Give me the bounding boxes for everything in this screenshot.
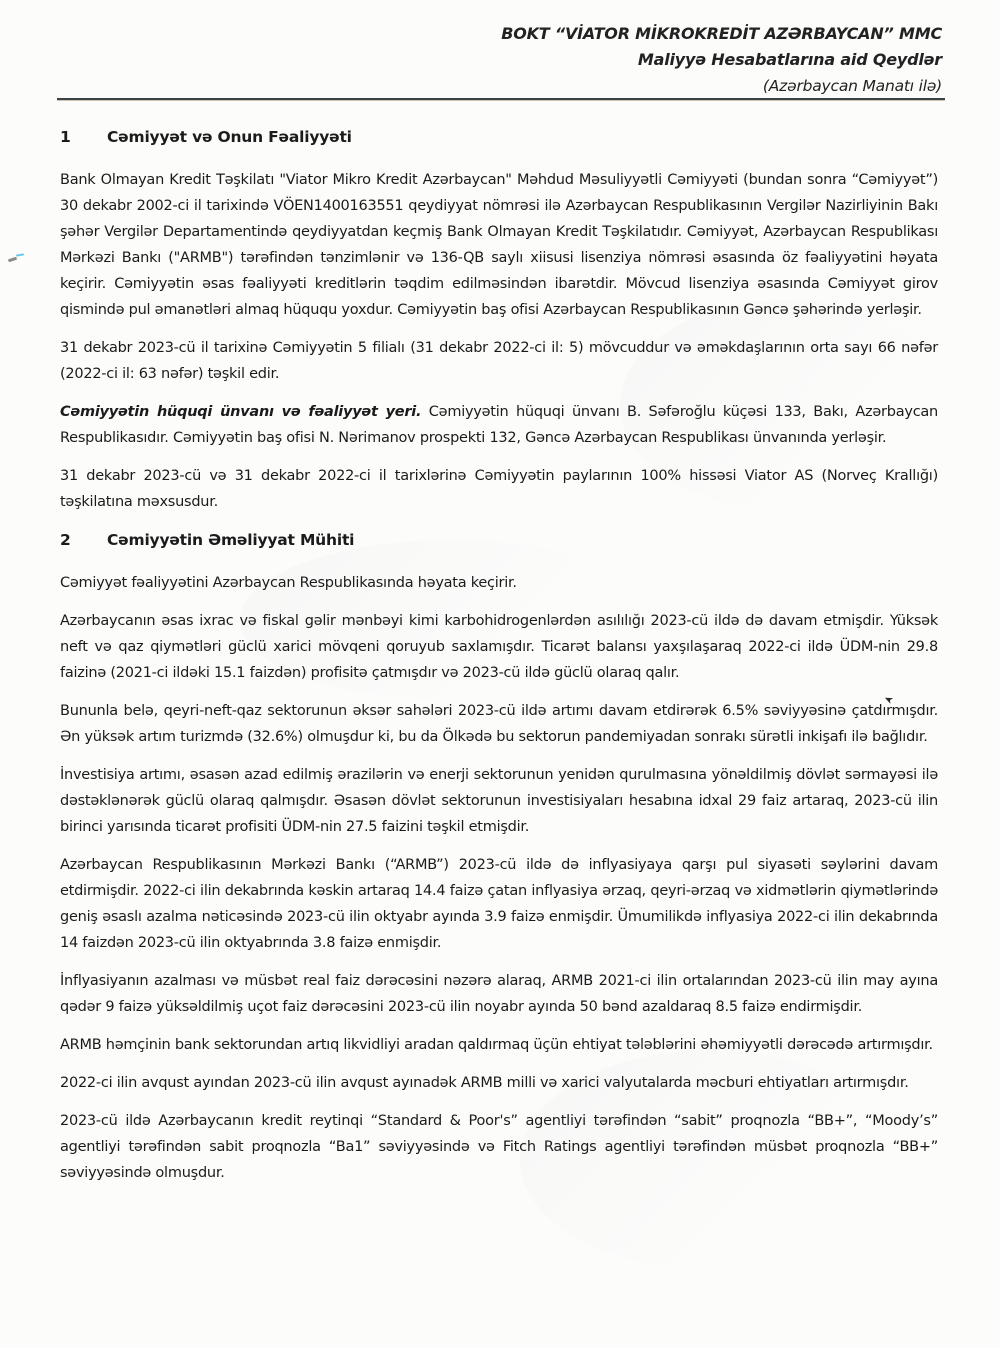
paragraph-operating-country: Cəmiyyət fəaliyyətini Azərbaycan Respublikasında həyata keçirir.: [60, 575, 517, 591]
section-1-heading: [60, 124, 938, 150]
paragraph-inflation-policy: Azərbaycan Respublikasının Mərkəzi Bankı (“ARMB”) 2023-cü ildə də inflyasiyaya qarşı pul siyasəti səylərini davam etdirmişdir. 2022-ci ilin dekabrında kəskin artaraq 14.4 faizə çatan inflyasiya ərzaq, qeyri-ərzaq və xidmətlərin qiymətlərində geniş əsaslı azalma nəticəsində 2023-cü ilin oktyabr ayında 3.9 faizə enmişdir. Ümumilikdə inflyasiya 2022-ci ilin dekabrında 14 faizdən 2023-cü ilin oktyabrında 3.8 faizə enmişdir.: [60, 857, 938, 951]
paragraph-mandatory-reserves: 2022-ci ilin avqust ayından 2023-cü ilin avqust ayınadək ARMB milli və xarici valyutalarda məcburi ehtiyatları artırmışdır.: [60, 1075, 909, 1091]
currency-note: (Azərbaycan Manatı ilə): [762, 77, 942, 95]
pen-mark-artifact: [8, 254, 24, 262]
legal-address-rest: Cəmiyyətin hüquqi ünvanı B. Səfəroğlu küçəsi 133, Bakı, Azərbaycan Respublikasıdır. Cəmiyyətin baş ofisi N. Nərimanov prospekti 132, Gəncə Azərbaycan Respublikası ünvanında yerləşir.: [60, 404, 938, 446]
section-2-number: 2: [60, 531, 71, 549]
section-2-heading: [60, 527, 938, 553]
section-1-title: Cəmiyyət və Onun Fəaliyyəti: [107, 128, 352, 146]
section-1-number: 1: [60, 128, 71, 146]
document-body: [60, 116, 938, 1198]
paragraph-hydrocarbons: Azərbaycanın əsas ixrac və fiskal gəlir mənbəyi kimi karbohidrogenlərdən asılılığı 2023-cü ildə də davam etmişdir. Yüksək neft və qaz qiymətləri güclü xarici mövqeni qoruyub saxlamışdır. Ticarət balansı yaxşılaşaraq 2022-ci ildə ÜDM-nin 29.8 faizinə (2021-ci ildəki 15.1 faizdən) profisitə çatmışdır və 2023-cü ildə güclü olaraq qalır.: [60, 613, 938, 681]
section-2-title: Cəmiyyətin Əməliyyat Mühiti: [107, 531, 355, 549]
document-header: [501, 21, 942, 99]
legal-address-lead: Cəmiyyətin hüquqi ünvanı və fəaliyyət yeri.: [60, 404, 422, 420]
company-name: BOKT “VİATOR MİKROKREDİT AZƏRBAYCAN” MMC: [501, 24, 942, 43]
paragraph-credit-rating: 2023-cü ildə Azərbaycanın kredit reytinqi “Standard & Poor's” agentliyi tərəfindən “sabit” proqnozla “BB+”, “Moody’s” agentliyi tərəfindən sabit proqnozla “Ba1” səviyyəsində və Fitch Ratings agentliyi tərəfindən müsbət proqnozla “BB+” səviyyəsində olmuşdur.: [60, 1113, 938, 1181]
paragraph-branches-staff: 31 dekabr 2023-cü il tarixinə Cəmiyyətin 5 filialı (31 dekabr 2022-ci il: 5) mövcuddur və əməkdaşlarının orta sayı 66 nəfər (2022-ci il: 63 nəfər) təşkil edir.: [60, 340, 938, 382]
document-subtitle: Maliyyə Hesabatlarına aid Qeydlər: [637, 50, 942, 69]
paragraph-investment-growth: İnvestisiya artımı, əsasən azad edilmiş ərazilərin və enerji sektorunun yenidən qurulmasına yönəldilmiş dövlət sərmayəsi ilə dəstəklənərək güclü olaraq qalmışdır. Əsasən dövlət sektorunun investisiyaları hesabına idxal 29 faiz artaraq, 2023-cü ilin birinci yarısında ticarət profisiti ÜDM-nin 27.5 faizini təşkil etmişdir.: [60, 767, 938, 835]
paragraph-interest-rate: İnflyasiyanın azalması və müsbət real faiz dərəcəsini nəzərə alaraq, ARMB 2021-ci ilin ortalarından 2023-cü ilin may ayına qədər 9 faizə yüksəldilmiş uçot faiz dərəcəsini 2023-cü ilin noyabr ayında 50 bənd azaldaraq 8.5 faizə endirmişdir.: [60, 973, 938, 1015]
header-divider: [57, 98, 945, 100]
paragraph-company-registration: Bank Olmayan Kredit Təşkilatı "Viator Mikro Kredit Azərbaycan" Məhdud Məsuliyyətli Cəmiyyəti (bundan sonra “Cəmiyyət”) 30 dekabr 2002-ci il tarixində VÖEN1400163551 qeydiyyat nömrəsi ilə Azərbaycan Respublikasının Vergilər Nazirliyinin Bakı şəhər Vergilər Departamentində qeydiyyatdan keçmiş Bank Olmayan Kredit Təşkilatıdır. Cəmiyyət, Azərbaycan Respublikası Mərkəzi Bankı ("ARMB") tərəfindən tənzimlənir və 136-QB saylı xiisusi lisenziya nömrəsi əsasında öz fəaliyyətini həyata keçirir. Cəmiyyətin əsas fəaliyyəti kreditlərin təqdim edilməsindən ibarətdir. Mövcud lisenziya əsasında Cəmiyyət girov qismində pul əmanətləri almaq hüququ yoxdur. Cəmiyyətin baş ofisi Azərbaycan Respublikasının Gəncə şəhərində yerləşir.: [60, 172, 938, 318]
paragraph-legal-address: [60, 399, 938, 451]
paragraph-ownership: 31 dekabr 2023-cü və 31 dekabr 2022-ci il tarixlərinə Cəmiyyətin paylarının 100% hissəsi Viator AS (Norveç Krallığı) təşkilatına məxsusdur.: [60, 468, 938, 510]
pen-stroke: [8, 257, 17, 263]
paragraph-reserve-requirements: ARMB həmçinin bank sektorundan artıq likvidliyi aradan qaldırmaq üçün ehtiyat tələblərini əhəmiyyətli dərəcədə artırmışdır.: [60, 1037, 933, 1053]
cursor-mark-artifact: ➤: [881, 692, 896, 707]
paragraph-non-oil-growth: Bununla belə, qeyri-neft-qaz sektorunun əksər sahələri 2023-cü ildə artımı davam etdirərək 6.5% səviyyəsinə çatdırmışdır. Ən yüksək artım turizmdə (32.6%) olmuşdur ki, bu da Ölkədə bu sektorun pandemiyadan sonrakı sürətli inkişafı ilə bağlıdır.: [60, 703, 938, 745]
blue-stroke: [16, 253, 24, 256]
